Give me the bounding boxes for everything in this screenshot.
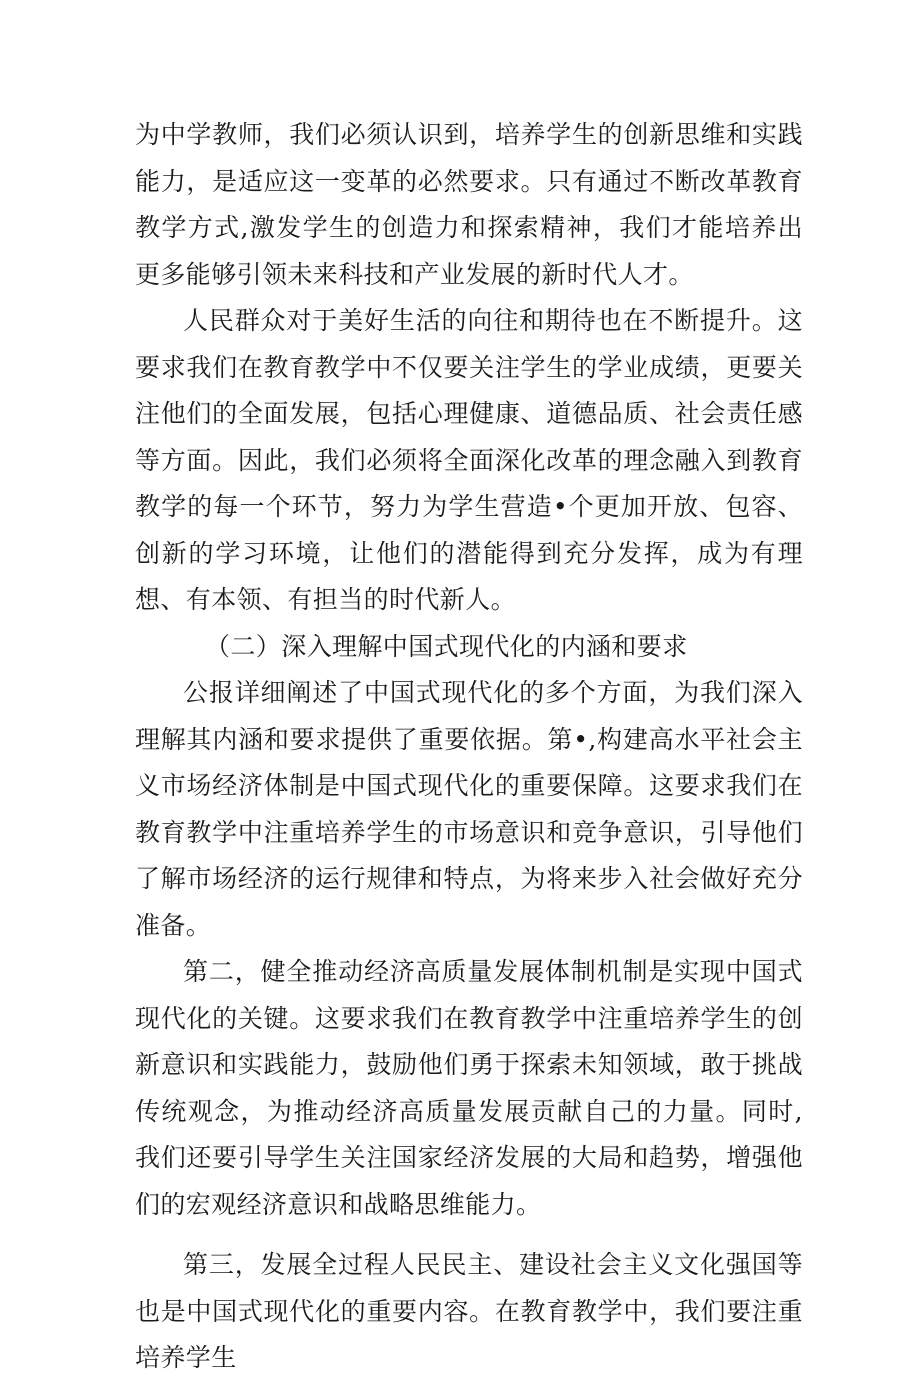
paragraph-second-point: 第二，健全推动经济高质量发展体制机制是实现中国式现代化的关键。这要求我们在教育教学中注重培养学生的创新意识和实践能力，鼓励他们勇于探索未知领域，敢于挑战传统观念，为推动经济高质量发展贡献自己的力量。同时,我们还要引导学生关注国家经济发展的大局和趋势，增强他们的宏观经济意识和战略思维能力。 — [135, 957, 803, 1219]
paragraph-third-point: 第三，发展全过程人民民主、建设社会主义文化强国等也是中国式现代化的重要内容。在教育教学中，我们要注重培养学生 — [135, 1250, 803, 1372]
section-heading: （二）深入理解中国式现代化的内涵和要求 — [205, 631, 688, 661]
paragraph-first-point: 公报详细阐述了中国式现代化的多个方面，为我们深入理解其内涵和要求提供了重要依据。第•,构建高水平社会主义市场经济体制是中国式现代化的重要保障。这要求我们在教育教学中注重培养学生的市场意识和竞争意识，引导他们了解市场经济的运行规律和特点，为将来步入社会做好充分准备。 — [135, 678, 803, 940]
paragraph-continuation: 为中学教师，我们必须认识到，培养学生的创新思维和实践能力，是适应这一变革的必然要求。只有通过不断改革教育教学方式,激发学生的创造力和探索精神，我们才能培养出更多能够引领未来科技和产业发展的新时代人才。 — [135, 120, 803, 289]
paragraph-people-aspirations: 人民群众对于美好生活的向往和期待也在不断提升。这要求我们在教育教学中不仅要关注学生的学业成绩，更要关注他们的全面发展，包括心理健康、道德品质、社会责任感等方面。因此，我们必须将全面深化改革的理念融入到教育教学的每一个环节，努力为学生营造•个更加开放、包容、创新的学习环境，让他们的潜能得到充分发挥，成为有理想、有本领、有担当的时代新人。 — [135, 306, 803, 614]
document-body — [135, 112, 803, 1382]
